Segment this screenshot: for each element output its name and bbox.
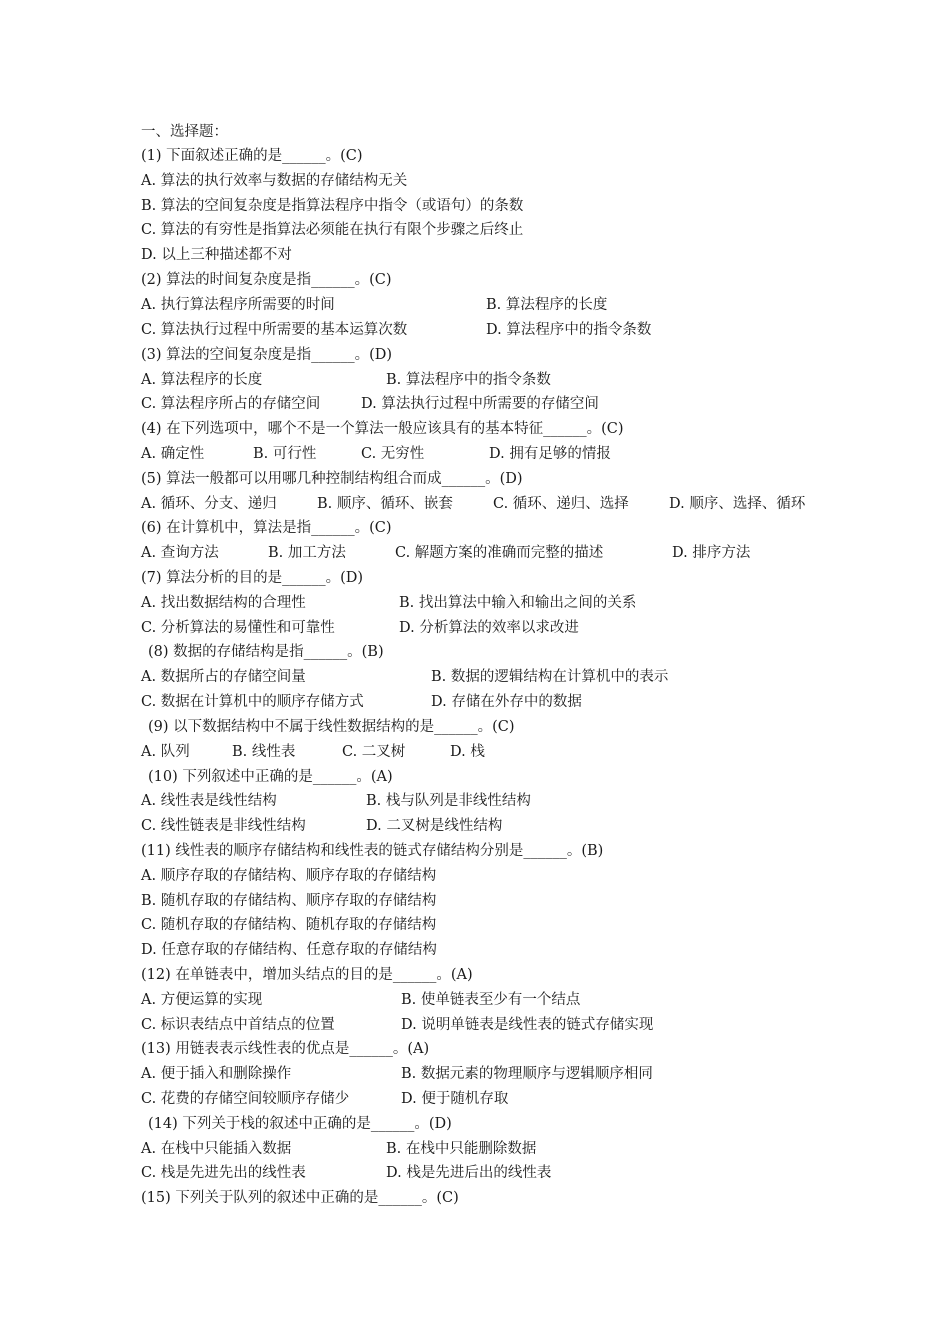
question-stem: (13) 用链表表示线性表的优点是______。(A) (141, 1041, 430, 1057)
option: B. 随机存取的存储结构、顺序存取的存储结构 (141, 893, 437, 909)
option: C. 数据在计算机中的顺序存储方式 (141, 694, 364, 710)
option: D. 栈是先进后出的线性表 (386, 1165, 552, 1181)
option: C. 算法程序所占的存储空间 (141, 396, 321, 412)
option: B. 算法程序的长度 (486, 297, 608, 313)
option-row (141, 370, 551, 392)
option-row (141, 618, 579, 640)
question-stem: (12) 在单链表中，增加头结点的目的是______。(A) (141, 967, 473, 983)
option: D. 便于随机存取 (401, 1091, 509, 1107)
option-row (141, 394, 599, 416)
option: C. 循环、递归、选择 (493, 496, 629, 512)
option: D. 算法程序中的指令条数 (486, 322, 652, 338)
question-stem: (5) 算法一般都可以用哪几种控制结构组合而成______。(D) (141, 471, 523, 487)
option: A. 算法程序的长度 (141, 372, 263, 388)
question-stem: (14) 下列关于栈的叙述中正确的是______。(D) (148, 1116, 452, 1132)
option: C. 线性链表是非线性结构 (141, 818, 306, 834)
option: D. 以上三种描述都不对 (141, 247, 292, 263)
question-stem: (7) 算法分析的目的是______。(D) (141, 570, 364, 586)
option: B. 可行性 (253, 446, 317, 462)
option: B. 加工方法 (268, 545, 346, 561)
option: B. 线性表 (232, 744, 296, 760)
question-stem: (4) 在下列选项中，哪个不是一个算法一般应该具有的基本特征______。(C) (141, 421, 624, 437)
option-row (141, 543, 750, 565)
option-row (141, 444, 611, 466)
option: A. 找出数据结构的合理性 (141, 595, 306, 611)
option: D. 算法执行过程中所需要的存储空间 (361, 396, 599, 412)
question-stem: (9) 以下数据结构中不属于线性数据结构的是______。(C) (148, 719, 515, 735)
option: C. 二叉树 (342, 744, 406, 760)
question-stem: (8) 数据的存储结构是指______。(B) (148, 644, 384, 660)
option: B. 使单链表至少有一个结点 (401, 992, 581, 1008)
option: B. 数据的逻辑结构在计算机中的表示 (431, 669, 669, 685)
option: D. 栈 (450, 744, 485, 760)
option: A. 在栈中只能插入数据 (141, 1141, 292, 1157)
option: D. 说明单链表是线性表的链式存储实现 (401, 1017, 654, 1033)
option: D. 排序方法 (672, 545, 751, 561)
option-row (141, 1139, 536, 1161)
option-row (141, 791, 531, 813)
option-row (141, 1064, 653, 1086)
option: A. 线性表是线性结构 (141, 793, 277, 809)
option: A. 便于插入和删除操作 (141, 1066, 292, 1082)
question-stem: (3) 算法的空间复杂度是指______。(D) (141, 347, 393, 363)
option: A. 方便运算的实现 (141, 992, 263, 1008)
option: A. 查询方法 (141, 545, 219, 561)
option: A. 执行算法程序所需要的时间 (141, 297, 335, 313)
question-stem: (1) 下面叙述正确的是______。(C) (141, 148, 363, 164)
option-row (141, 1015, 653, 1037)
option-row (141, 692, 582, 714)
option: C. 算法执行过程中所需要的基本运算次数 (141, 322, 408, 338)
option: B. 栈与队列是非线性结构 (366, 793, 531, 809)
option: D. 顺序、选择、循环 (669, 496, 806, 512)
question-stem: (10) 下列叙述中正确的是______。(A) (148, 769, 393, 785)
option: B. 算法的空间复杂度是指算法程序中指令（或语句）的条数 (141, 198, 524, 214)
question-stem: (15) 下列关于队列的叙述中正确的是______。(C) (141, 1190, 459, 1206)
option-row (141, 320, 651, 342)
option: A. 队列 (141, 744, 190, 760)
question-stem: (11) 线性表的顺序存储结构和线性表的链式存储结构分别是______。(B) (141, 843, 604, 859)
option: C. 栈是先进先出的线性表 (141, 1165, 306, 1181)
option: B. 在栈中只能删除数据 (386, 1141, 537, 1157)
option: A. 循环、分支、递归 (141, 496, 277, 512)
option-row (141, 1163, 551, 1185)
option-row (141, 593, 636, 615)
question-stem: (2) 算法的时间复杂度是指______。(C) (141, 272, 392, 288)
option: A. 顺序存取的存储结构、顺序存取的存储结构 (141, 868, 437, 884)
option-row (141, 742, 485, 764)
option: B. 找出算法中输入和输出之间的关系 (399, 595, 637, 611)
option: A. 数据所占的存储空间量 (141, 669, 306, 685)
option-row (141, 667, 668, 689)
option: C. 解题方案的准确而完整的描述 (395, 545, 604, 561)
section-title: 一、选择题： (141, 124, 228, 140)
option: B. 算法程序中的指令条数 (386, 372, 551, 388)
option: C. 花费的存储空间较顺序存储少 (141, 1091, 350, 1107)
option: C. 随机存取的存储结构、随机存取的存储结构 (141, 917, 437, 933)
option: A. 确定性 (141, 446, 205, 462)
option-row (141, 494, 805, 516)
option: A. 算法的执行效率与数据的存储结构无关 (141, 173, 408, 189)
option: D. 任意存取的存储结构、任意存取的存储结构 (141, 942, 437, 958)
option: D. 存储在外存中的数据 (431, 694, 582, 710)
question-stem: (6) 在计算机中，算法是指______。(C) (141, 520, 392, 536)
option-row (141, 295, 607, 317)
option: D. 二叉树是线性结构 (366, 818, 503, 834)
option-row (141, 990, 580, 1012)
option: C. 标识表结点中首结点的位置 (141, 1017, 335, 1033)
option: B. 顺序、循环、嵌套 (317, 496, 453, 512)
option: D. 分析算法的效率以求改进 (399, 620, 579, 636)
option-row (141, 1089, 508, 1111)
option: C. 算法的有穷性是指算法必须能在执行有限个步骤之后终止 (141, 222, 524, 238)
option: B. 数据元素的物理顺序与逻辑顺序相同 (401, 1066, 653, 1082)
option: C. 分析算法的易懂性和可靠性 (141, 620, 335, 636)
option: C. 无穷性 (361, 446, 425, 462)
option: D. 拥有足够的情报 (489, 446, 611, 462)
option-row (141, 816, 502, 838)
